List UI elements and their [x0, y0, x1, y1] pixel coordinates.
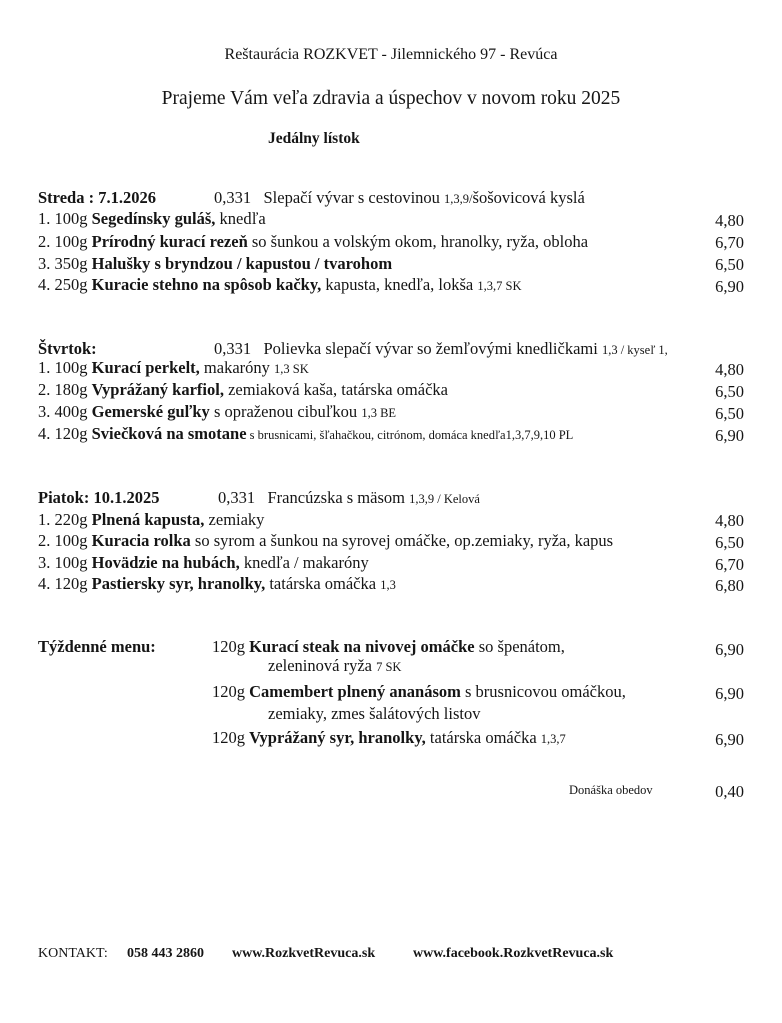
- item-number: 2.: [38, 232, 51, 251]
- item-price: 6,70: [715, 555, 744, 574]
- website-link[interactable]: [232, 946, 375, 962]
- menu-item: [38, 402, 396, 422]
- soup-name: Polievka slepačí vývar so žemľovými knedličkami: [263, 339, 602, 358]
- item-name: Vyprážaný karfiol,: [91, 380, 224, 399]
- item-name: Gemerské guľky: [91, 402, 210, 421]
- soup-thursday: [214, 339, 749, 359]
- menu-item: [38, 209, 266, 229]
- item-weight: 400g: [54, 402, 88, 421]
- item-description: tatárska omáčka: [265, 574, 381, 593]
- item-price: 6,50: [715, 255, 744, 274]
- item-description: tatárska omáčka: [425, 728, 541, 747]
- item-name: Vyprážaný syr, hranolky,: [249, 728, 426, 747]
- item-weight: 180g: [54, 380, 88, 399]
- item-price: 6,90: [715, 277, 744, 296]
- website-text: www.RozkvetRevuca.sk: [232, 946, 376, 961]
- item-weight: 120g: [54, 424, 88, 443]
- menu-title: Jedálny lístok: [268, 130, 360, 147]
- item-number: 3.: [38, 254, 51, 273]
- item-weight: 120g: [212, 637, 245, 656]
- item-weight: 100g: [54, 553, 88, 572]
- item-description: s brusnicovou omáčkou,: [460, 682, 626, 701]
- weekly-menu-label: Týždenné menu:: [38, 637, 156, 656]
- day-label-friday: Piatok: 10.1.2025: [38, 488, 160, 507]
- item-weight: 100g: [54, 209, 88, 228]
- facebook-link[interactable]: [413, 946, 613, 962]
- item-name: Prírodný kurací rezeň: [91, 232, 248, 251]
- item-description: so špenátom,: [474, 637, 565, 656]
- item-price: 6,90: [715, 684, 744, 703]
- menu-item: [38, 275, 522, 295]
- item-name: Kuracie stehno na spôsob kačky,: [91, 275, 322, 294]
- item-weight: 120g: [54, 574, 88, 593]
- weekly-item-line2: [268, 656, 401, 676]
- item-price: 4,80: [715, 211, 744, 230]
- item-price: 4,80: [715, 511, 744, 530]
- soup-wednesday: [214, 188, 585, 208]
- item-allergens: 1,3 BE: [361, 406, 397, 420]
- item-weight: 250g: [54, 275, 88, 294]
- menu-item: [38, 424, 573, 444]
- item-allergens: 1,3: [380, 578, 396, 592]
- restaurant-name: Reštaurácia ROZKVET - Jilemnického 97 - Revúca: [224, 46, 558, 63]
- item-description: knedľa / makaróny: [239, 553, 369, 572]
- soup-alternative: šošovicová kyslá: [472, 188, 585, 207]
- item-weight: 220g: [54, 510, 88, 529]
- item-name: Kuracia rolka: [91, 531, 191, 550]
- soup-allergens: 1,3,9/: [444, 192, 473, 206]
- item-description: makaróny: [199, 358, 275, 377]
- contact-phone[interactable]: [127, 946, 204, 962]
- item-number: 4.: [38, 275, 51, 294]
- item-name: Hovädzie na hubách,: [91, 553, 240, 572]
- soup-size: 0,331: [214, 339, 252, 358]
- item-weight: 350g: [54, 254, 88, 273]
- item-price: 6,50: [715, 404, 744, 423]
- soup-size: 0,331: [214, 188, 252, 207]
- delivery-price: 0,40: [715, 782, 744, 801]
- item-price: 6,90: [715, 640, 744, 659]
- item-weight: 100g: [54, 358, 88, 377]
- menu-item: [38, 254, 392, 274]
- item-price: 6,80: [715, 576, 744, 595]
- item-allergens: 7 SK: [376, 660, 402, 674]
- item-name: Kurací steak na nivovej omáčke: [249, 637, 475, 656]
- item-allergens: 1,3,7: [540, 732, 566, 746]
- item-name: Sviečková na smotane: [91, 424, 247, 443]
- menu-item: [38, 553, 369, 573]
- item-name: Plnená kapusta,: [91, 510, 205, 529]
- item-number: 4.: [38, 424, 51, 443]
- item-price: 6,90: [715, 730, 744, 749]
- facebook-text: www.facebook.RozkvetRevuca.sk: [413, 946, 614, 961]
- item-description: so syrom a šunkou na syrovej omáčke, op.zemiaky, ryža, kapus: [190, 531, 614, 550]
- menu-item: [38, 232, 588, 252]
- menu-item: [38, 531, 703, 551]
- soup-allergens: 1,3 / kyseľ 1,: [601, 343, 668, 357]
- item-description: zemiaky: [204, 510, 265, 529]
- item-price: 6,50: [715, 382, 744, 401]
- menu-item: [38, 510, 264, 530]
- item-description: zemiaková kaša, tatárska omáčka: [223, 380, 448, 399]
- soup-size: 0,331: [218, 488, 256, 507]
- item-description: knedľa: [215, 209, 266, 228]
- item-weight: 120g: [212, 728, 245, 747]
- weekly-item: [212, 728, 566, 748]
- soup-name: Francúzska s mäsom: [267, 488, 410, 507]
- item-weight: 120g: [212, 682, 245, 701]
- contact-label: KONTAKT:: [38, 946, 108, 961]
- item-price: 6,70: [715, 233, 744, 252]
- menu-item: [38, 574, 396, 594]
- soup-allergens: 1,3,9 / Kelová: [409, 492, 480, 506]
- day-label-wednesday: Streda : 7.1.2026: [38, 188, 156, 207]
- delivery-label: Donáška obedov: [569, 783, 653, 797]
- item-description-cont: zemiaky, zmes šalátových listov: [268, 704, 481, 723]
- item-price: 6,50: [715, 533, 744, 552]
- item-allergens: s brusnicami, šľahačkou, citrónom, domáca knedľa1,3,7,9,10 PL: [246, 428, 574, 442]
- item-description: s opraženou cibuľkou: [209, 402, 362, 421]
- item-price: 6,90: [715, 426, 744, 445]
- weekly-item: [212, 637, 565, 657]
- item-number: 2.: [38, 380, 51, 399]
- item-name: Kurací perkelt,: [91, 358, 200, 377]
- item-name: Halušky s bryndzou / kapustou / tvarohom: [91, 254, 393, 273]
- item-weight: 100g: [54, 232, 88, 251]
- item-number: 1.: [38, 209, 51, 228]
- weekly-item-line2: [268, 704, 480, 724]
- soup-name: Slepačí vývar s cestovinou: [263, 188, 445, 207]
- item-allergens: 1,3,7 SK: [477, 279, 522, 293]
- item-number: 4.: [38, 574, 51, 593]
- item-number: 1.: [38, 358, 51, 377]
- weekly-item: [212, 682, 626, 702]
- item-description: kapusta, knedľa, lokša: [321, 275, 478, 294]
- phone-number: 058 443 2860: [127, 946, 204, 961]
- menu-item: [38, 358, 309, 378]
- item-name: Segedínsky guláš,: [91, 209, 216, 228]
- soup-friday: [218, 488, 480, 508]
- menu-item: [38, 380, 448, 400]
- item-name: Camembert plnený ananásom: [249, 682, 461, 701]
- item-number: 3.: [38, 402, 51, 421]
- item-description: so šunkou a volským okom, hranolky, ryža, obloha: [247, 232, 589, 251]
- item-price: 4,80: [715, 360, 744, 379]
- day-label-thursday: Štvrtok:: [38, 339, 97, 358]
- item-name: Pastiersky syr, hranolky,: [91, 574, 266, 593]
- item-allergens: 1,3 SK: [274, 362, 309, 376]
- item-description-cont: zeleninová ryža: [268, 656, 377, 675]
- item-weight: 100g: [54, 531, 88, 550]
- item-number: 1.: [38, 510, 51, 529]
- item-number: 2.: [38, 531, 51, 550]
- item-number: 3.: [38, 553, 51, 572]
- new-year-greeting: Prajeme Vám veľa zdravia a úspechov v novom roku 2025: [161, 88, 621, 109]
